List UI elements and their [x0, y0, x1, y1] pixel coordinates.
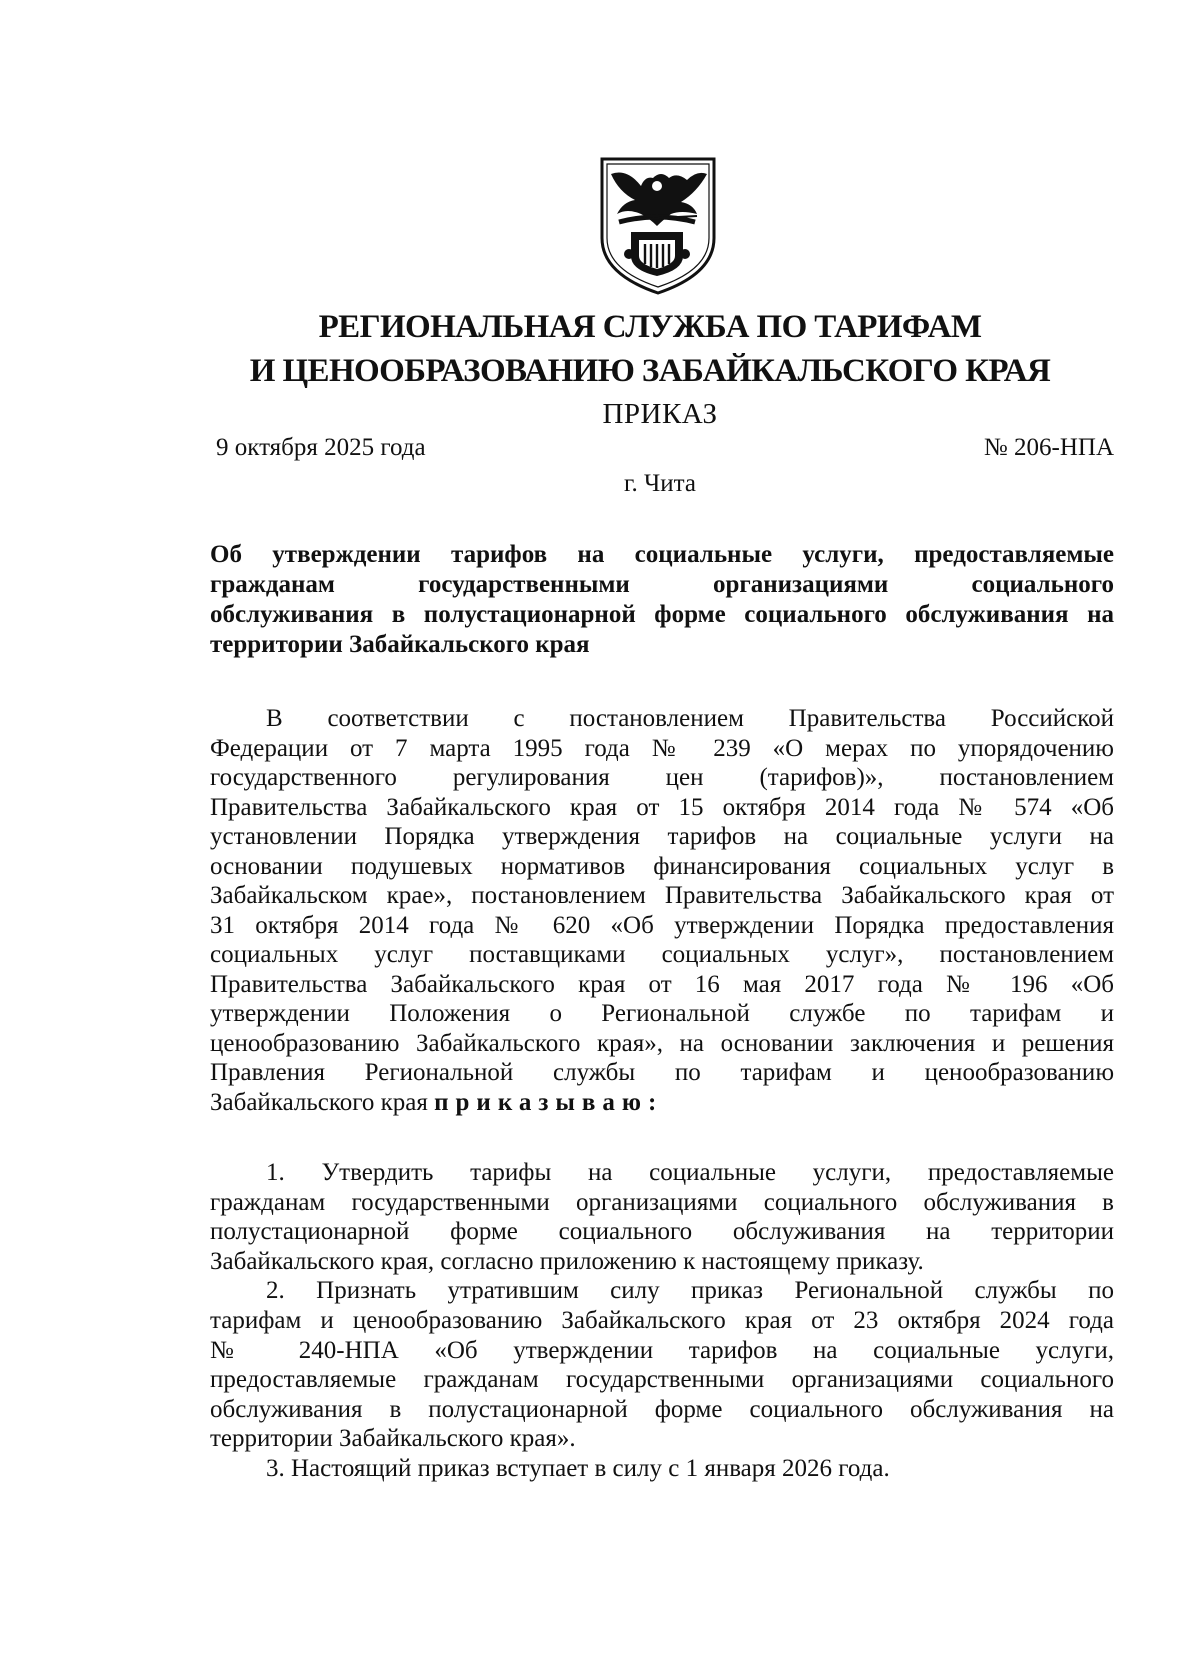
item-2-line: 2. Признать утратившим силу приказ Региональной службы по: [266, 1277, 1114, 1305]
preamble-line: ценообразованию Забайкальского края», на основании заключения и решения: [210, 1029, 1114, 1057]
preamble-line-text: Забайкальского края: [210, 1088, 428, 1116]
coat-of-arms-icon: [597, 156, 719, 296]
preamble-line: социальных услуг поставщиками социальных услуг», постановлением: [210, 941, 1114, 968]
document-type: ПРИКАЗ: [602, 398, 718, 430]
subject-line: Об утверждении тарифов на социальные услуги, предоставляемые: [210, 541, 1114, 568]
item-1-line: гражданам государственными организациями социального обслуживания в: [210, 1188, 1114, 1216]
preamble-line: Правления Региональной службы по тарифам и ценообразованию: [210, 1059, 1114, 1086]
order-items: [210, 1158, 1114, 1484]
preamble-line: утверждении Положения о Региональной службе по тарифам и: [210, 1000, 1114, 1027]
document-number: № 206-НПА: [983, 434, 1114, 461]
item-2-line: территории Забайкальского края».: [210, 1425, 576, 1453]
agency-name-line-2: И ЦЕНООБРАЗОВАНИЮ ЗАБАЙКАЛЬСКОГО КРАЯ: [249, 353, 1051, 389]
item-1-line: Забайкальского края, согласно приложению к настоящему приказу.: [210, 1247, 924, 1275]
item-3-line: 3. Настоящий приказ вступает в силу с 1 января 2026 года.: [266, 1454, 890, 1482]
preamble-line: основании подушевых нормативов финансирования социальных услуг в: [210, 852, 1114, 880]
document-date: 9 октября 2025 года: [216, 434, 426, 461]
preamble-line: В соответствии с постановлением Правительства Российской: [266, 705, 1114, 732]
subject-line: территории Забайкальского края: [210, 631, 590, 658]
document-subject: [210, 540, 1114, 660]
preamble-line: Забайкальском крае», постановлением Правительства Забайкальского края от: [210, 882, 1114, 909]
item-2-line: № 240-НПА «Об утверждении тарифов на социальные услуги,: [210, 1336, 1114, 1364]
preamble: [210, 704, 1114, 1117]
preamble-line: государственного регулирования цен (тарифов)», постановлением: [210, 764, 1114, 791]
item-1-line: полустационарной форме социального обслуживания на территории: [210, 1218, 1114, 1246]
agency-name-line-1: РЕГИОНАЛЬНАЯ СЛУЖБА ПО ТАРИФАМ: [318, 309, 982, 345]
subject-line: гражданам государственными организациями социального: [210, 571, 1114, 598]
preamble-line: Федерации от 7 марта 1995 года № 239 «О мерах по упорядочению: [210, 734, 1114, 762]
item-2-line: обслуживания в полустационарной форме социального обслуживания на: [210, 1395, 1114, 1423]
preamble-line: установлении Порядка утверждения тарифов на социальные услуги на: [210, 823, 1114, 850]
item-2-line: тарифам и ценообразованию Забайкальского края от 23 октября 2024 года: [210, 1306, 1114, 1334]
subject-line: обслуживания в полустационарной форме социального обслуживания на: [210, 601, 1114, 628]
order-word: приказываю:: [434, 1088, 664, 1116]
preamble-last-line: [210, 1088, 1114, 1118]
preamble-line: Правительства Забайкальского края от 15 октября 2014 года № 574 «Об: [210, 793, 1114, 821]
document-city: г. Чита: [624, 470, 696, 497]
preamble-line: 31 октября 2014 года № 620 «Об утверждении Порядка предоставления: [210, 911, 1114, 939]
preamble-line: Правительства Забайкальского края от 16 мая 2017 года № 196 «Об: [210, 970, 1114, 998]
item-2-line: предоставляемые гражданам государственными организациями социального: [210, 1366, 1114, 1394]
agency-name: [150, 305, 1150, 393]
item-1-line: 1. Утвердить тарифы на социальные услуги, предоставляемые: [266, 1159, 1114, 1186]
